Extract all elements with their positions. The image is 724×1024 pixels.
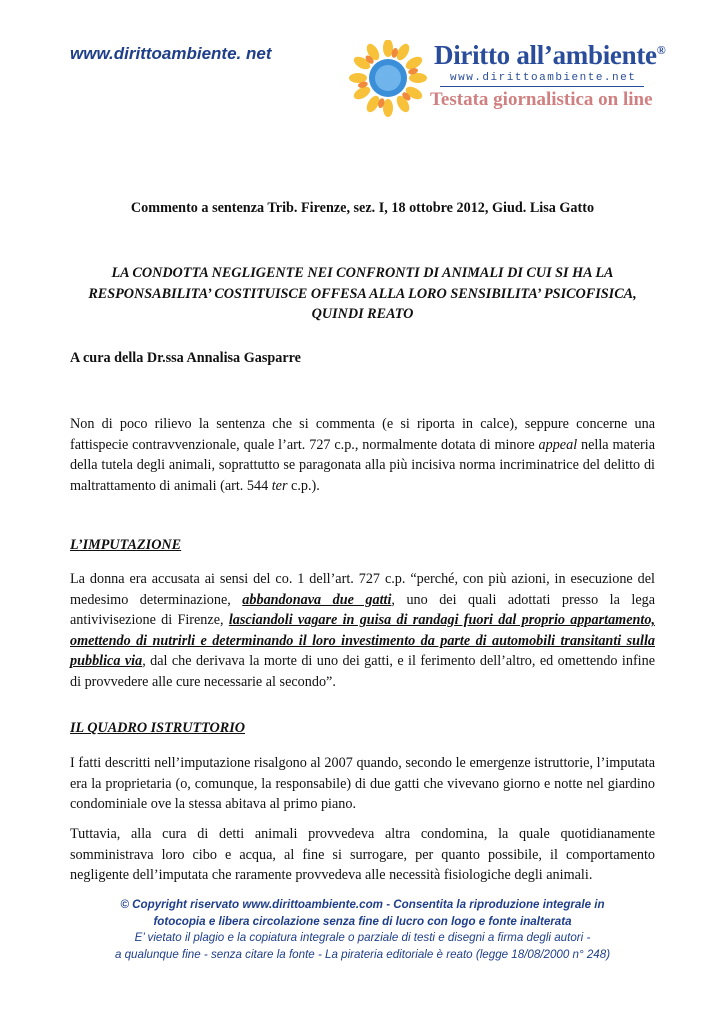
site-url[interactable]: www.dirittoambiente. net (70, 44, 272, 63)
section-heading-quadro-istruttorio: IL QUADRO ISTRUTTORIO (70, 720, 246, 736)
logo-divider (440, 86, 644, 87)
imputazione-paragraph: La donna era accusata ai sensi del co. 1 dell’art. 727 c.p. “perché, con più azioni, in esecuzione del medesimo determinazione, abbandonava due gatti, uno dei quali adottati presso la lega antivivisezione di Firenze, lasciandoli vagare in guisa di randagi fuori dal proprio appartamento, omettendo di nutrirli e determinando il loro investimento da parte di automobili transitanti sulla pubblica via, dal che derivava la morte di uno dei gatti, e il ferimento dell’altro, ed omettendo infine di provvedere alle cure necessarie al secondo”. (70, 571, 656, 690)
registered-mark: ® (656, 43, 666, 57)
logo-url: www.dirittoambiente.net (450, 72, 637, 84)
headline-line-2: RESPONSABILITA’ COSTITUISCE OFFESA ALLA LORO SENSIBILITA’ PSICOFISICA, (88, 285, 637, 302)
footer-line-1: © Copyright riservato www.dirittoambiente.com - Consentita la riproduzione integrale in (120, 898, 605, 911)
logo-tagline: Testata giornalistica on line (430, 89, 653, 110)
logo-title: Diritto all’ambiente® (434, 40, 666, 70)
footer-line-4: a qualunque fine - senza citare la fonte - La pirateria editoriale è reato (legge 18/08/2000 n° 248) (114, 947, 611, 961)
headline-line-3: QUINDI REATO (311, 306, 414, 323)
footer-line-3: E’ vietato il plagio e la copiatura integrale o parziale di testi e disegni a firma degli autori - (134, 931, 591, 945)
footer-line-2: fotocopia e libera circolazione senza fine di lucro con logo e fonte inalterata (153, 914, 572, 928)
comment-title: Commento a sentenza Trib. Firenze, sez. I, 18 ottobre 2012, Giud. Lisa Gatto (130, 200, 595, 216)
headline-line-1: LA CONDOTTA NEGLIGENTE NEI CONFRONTI DI ANIMALI DI CUI SI HA LA (111, 265, 614, 281)
headline (70, 263, 655, 325)
sun-logo-icon (344, 40, 432, 120)
copyright-footer (70, 897, 655, 963)
section-heading-imputazione: L’IMPUTAZIONE (70, 537, 182, 553)
istruttorio-paragraph-1: I fatti descritti nell’imputazione risalgono al 2007 quando, secondo le emergenze istruttorie, l’imputata era la proprietaria (o, comunque, la responsabile) di due gatti che vivevano giorno e notte nel giardino condominiale ove la stessa abitava al primo piano. (70, 755, 655, 813)
logo (344, 40, 674, 120)
istruttorio-paragraph-2: Tuttavia, alla cura di detti animali provvedeva altra condomina, la quale quotidianamente somministrava loro cibo e acqua, al fine si surrogare, per quanto possibile, il comportamento negligente dell’imputata che raramente provvedeva alle necessità fisiologiche degli animali. (70, 826, 655, 884)
intro-paragraph: Non di poco rilievo la sentenza che si commenta (e si riporta in calce), seppure concerne una fattispecie contravvenzionale, quale l’art. 727 c.p., normalmente dotata di minore appeal nella materia della tutela degli animali, soprattutto se paragonata alla più incisiva norma incriminatrice del delitto di maltrattamento di animali (art. 544 ter c.p.). (70, 416, 655, 494)
author-line: A cura della Dr.ssa Annalisa Gasparre (70, 350, 301, 366)
